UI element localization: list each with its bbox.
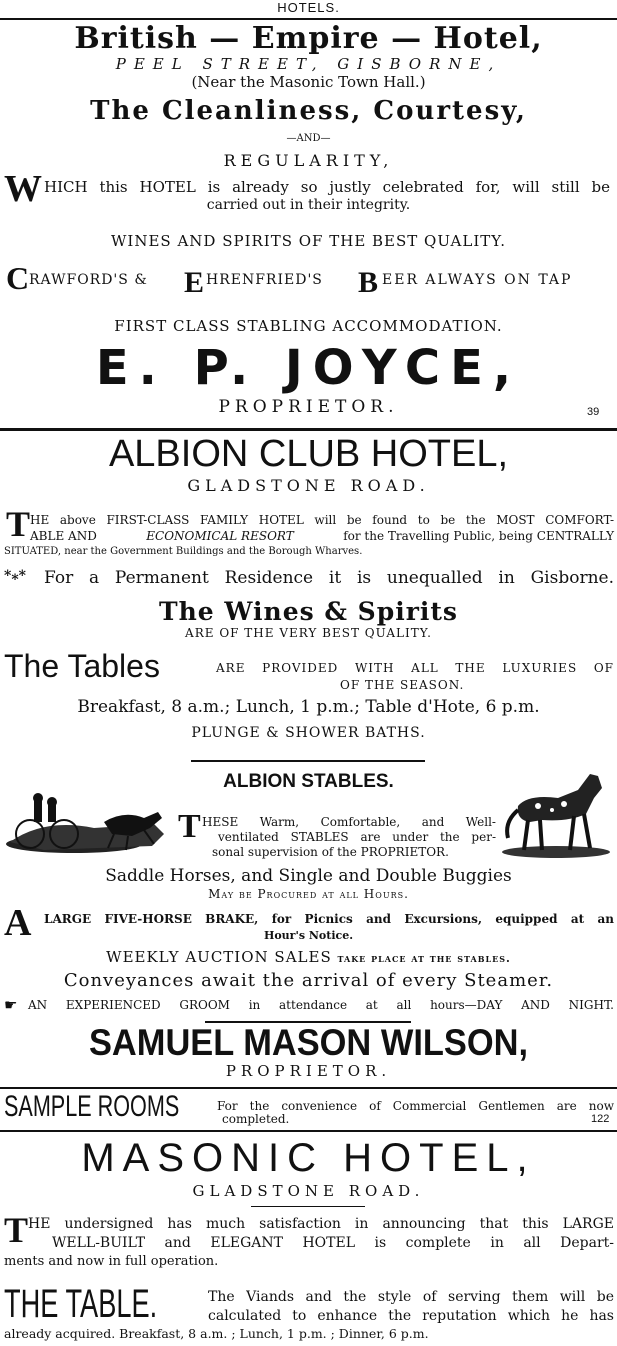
residence-line: For a Permanent Residence it is unequalled in Gisborne. <box>44 568 614 588</box>
tables-line-1: ARE PROVIDED WITH ALL THE LUXURIES OF <box>216 661 614 675</box>
masonic-body-line-2: WELL-BUILT and ELEGANT HOTEL is complete in all Depart- <box>52 1235 614 1251</box>
asterism: *⁎* <box>4 568 26 584</box>
wines-spirits-headline: The Wines & Spirits <box>159 597 458 626</box>
horse-engraving-icon <box>498 768 614 860</box>
beer-part-3: EER ALWAYS ON TAP <box>382 272 573 288</box>
wines-spirits-sub: ARE OF THE VERY BEST QUALITY. <box>185 626 432 640</box>
pointing-hand-icon: ☛ <box>4 996 18 1014</box>
sample-rooms-title: SAMPLE ROOMS <box>4 1090 180 1123</box>
ad-number-122: 122 <box>591 1113 610 1125</box>
drop-cap-t: T <box>178 808 201 845</box>
stabling-line: FIRST CLASS STABLING ACCOMMODATION. <box>114 317 503 335</box>
stables-body-line-2: ventilated STABLES are under the per- <box>218 830 496 844</box>
masonic-road: GLADSTONE ROAD. <box>192 1182 425 1200</box>
british-empire-title: British — Empire — Hotel, <box>74 21 543 56</box>
stables-body-line-1: HESE Warm, Comfortable, and Well- <box>202 815 496 829</box>
cleanliness-headline: The Cleanliness, Courtesy, <box>90 96 527 126</box>
horses-line: Saddle Horses, and Single and Double Buggies <box>105 866 512 886</box>
wilson-proprietor-label: PROPRIETOR. <box>225 1062 392 1080</box>
albion-road: GLADSTONE ROAD. <box>187 476 430 495</box>
brake-line-2: Hour's Notice. <box>263 929 354 942</box>
tables-headline: The Tables <box>4 648 160 684</box>
auction-part-b: take place at the stables. <box>337 952 511 965</box>
albion-body-line-1: HE above FIRST-CLASS FAMILY HOTEL will be found to be the MOST COMFORT- <box>30 513 614 527</box>
baths-line: PLUNGE & SHOWER BATHS. <box>191 725 426 741</box>
divider <box>0 1130 617 1132</box>
drop-cap-b: B <box>358 266 379 299</box>
table-line-3: already acquired. Breakfast, 8 a.m. ; Lunch, 1 p.m. ; Dinner, 6 p.m. <box>4 1326 429 1341</box>
masonic-body-line-1: HE undersigned has much satisfaction in announcing that this LARGE <box>28 1216 614 1232</box>
beer-part-2: HRENFRIED'S <box>206 272 323 288</box>
divider <box>0 1087 617 1089</box>
albion-body-line-2c: for the Travelling Public, being CENTRALLY <box>343 529 614 543</box>
proprietor-joyce: E. P. JOYCE, <box>95 340 522 396</box>
auction-line <box>0 948 617 966</box>
and-separator: —AND— <box>286 133 331 144</box>
table-line-1: The Viands and the style of serving them will be <box>208 1289 614 1305</box>
divider <box>0 428 617 431</box>
wines-line: WINES AND SPIRITS OF THE BEST QUALITY. <box>110 232 506 250</box>
british-body-line-2: carried out in their integrity. <box>206 197 411 213</box>
buggy-engraving-icon <box>4 788 170 858</box>
albion-body-line-2b: ECONOMICAL RESORT <box>146 529 294 543</box>
auction-part-a: WEEKLY AUCTION SALES <box>106 948 332 966</box>
procured-line: May be Procured at all Hours. <box>208 887 409 901</box>
drop-cap-e: E <box>184 266 205 299</box>
sample-line-2: completed. <box>222 1112 290 1126</box>
albion-body-line-3: SITUATED, near the Government Buildings and the Borough Wharves. <box>4 546 363 557</box>
drop-cap-w: W <box>4 168 42 210</box>
drop-cap-a: A <box>4 902 32 944</box>
tables-line-2: OF THE SEASON. <box>340 678 465 692</box>
british-body-line-1: HICH this HOTEL is already so justly celebrated for, will still be <box>44 178 610 196</box>
drop-cap-t: T <box>4 1210 29 1250</box>
british-near-note: (Near the Masonic Town Hall.) <box>191 73 426 91</box>
divider <box>0 18 617 20</box>
groom-line: AN EXPERIENCED GROOM in attendance at all hours—DAY AND NIGHT. <box>28 998 614 1012</box>
ad-number-39: 39 <box>587 406 600 418</box>
conveyances-line: Conveyances await the arrival of every Steamer. <box>63 970 554 991</box>
masonic-body-line-3: ments and now in full operation. <box>4 1254 219 1269</box>
table-line-2: calculated to enhance the reputation which he has <box>208 1308 614 1324</box>
regularity-word: REGULARITY, <box>223 151 394 170</box>
sample-line-1: For the convenience of Commercial Gentlemen are now <box>217 1099 614 1113</box>
albion-body-line-2 <box>30 529 614 543</box>
brake-line-1: LARGE FIVE-HORSE BRAKE, for Picnics and Excursions, equipped at an <box>44 912 614 926</box>
drop-cap-t: T <box>6 504 31 544</box>
masonic-title: MASONIC HOTEL, <box>81 1136 536 1180</box>
meal-times: Breakfast, 8 a.m.; Lunch, 1 p.m.; Table d'Hote, 6 p.m. <box>77 697 540 717</box>
stables-body-line-3: sonal supervision of the PROPRIETOR. <box>212 845 449 859</box>
british-address: PEEL STREET, GISBORNE, <box>115 55 502 73</box>
running-head: HOTELS. <box>277 0 340 15</box>
albion-stables-title: ALBION STABLES. <box>223 771 394 792</box>
short-divider <box>251 1206 365 1207</box>
joyce-proprietor-label: PROPRIETOR. <box>218 397 399 417</box>
beer-part-1: RAWFORD'S & <box>29 272 148 288</box>
albion-club-title: ALBION CLUB HOTEL, <box>108 433 509 475</box>
drop-cap-c: C <box>6 260 30 296</box>
proprietor-wilson: SAMUEL MASON WILSON, <box>88 1022 529 1063</box>
the-table-headline: THE TABLE. <box>4 1282 158 1326</box>
albion-body-line-2a: ABLE AND <box>30 529 97 543</box>
short-divider <box>191 760 425 762</box>
